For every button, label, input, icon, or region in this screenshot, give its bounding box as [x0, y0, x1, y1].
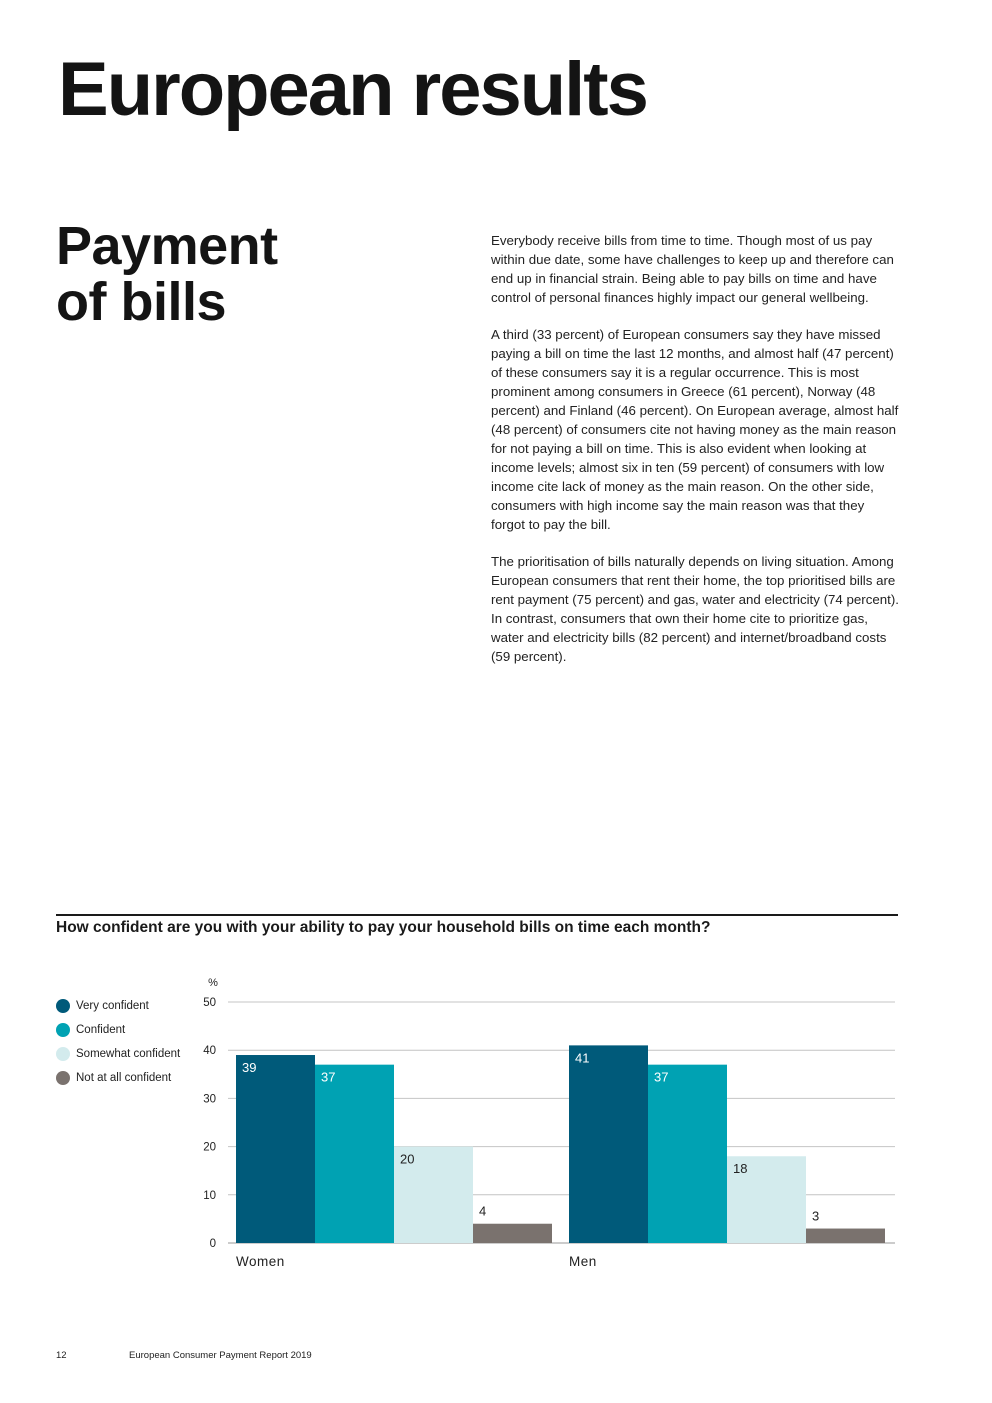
- legend-item: [56, 994, 180, 1018]
- legend-item: [56, 1066, 180, 1090]
- bar: [569, 1045, 648, 1243]
- bar: [648, 1065, 727, 1243]
- bar-value-label: 18: [733, 1161, 748, 1177]
- page-number: 12: [56, 1350, 67, 1361]
- legend-label: Not at all confident: [76, 1072, 172, 1084]
- legend-swatch: [56, 1023, 70, 1037]
- bar: [806, 1229, 885, 1243]
- legend-item: [56, 1042, 180, 1066]
- paragraph: Everybody receive bills from time to time. Though most of us pay within due date, some have challenges to keep up and therefore can end up in financial strain. Being able to pay bills on time and have control of personal finances highly impact our general wellbeing.: [491, 233, 894, 305]
- legend-label: Very confident: [76, 1000, 149, 1012]
- y-tick-label: 0: [209, 1238, 216, 1250]
- y-tick-label: 40: [203, 1045, 216, 1058]
- bar-value-label: 3: [812, 1208, 820, 1224]
- chart-title: How confident are you with your ability to pay your household bills on time each month?: [56, 919, 711, 936]
- y-axis-unit: %: [208, 977, 218, 989]
- bar-value-label: 41: [575, 1050, 590, 1066]
- y-tick-label: 50: [203, 997, 216, 1009]
- paragraph: A third (33 percent) of European consumers say they have missed paying a bill on time the last 12 months, and almost half (47 percent) of these consumers say it is a regular occurrence. This is most prominent among consumers in Greece (61 percent), Norway (48 percent) and Finland (46 percent). On European average, almost half (48 percent) of consumers cite not having money as the main reason for not paying a bill on time. This is also evident when looking at income levels; almost six in ten (59 percent) of consumers with low income cite lack of money as the main reason. On the other side, consumers with high income say the main reason was that they forgot to pay the bill.: [491, 327, 899, 532]
- bar: [236, 1055, 315, 1243]
- body-text: [491, 231, 901, 684]
- paragraph: The prioritisation of bills naturally depends on living situation. Among European consumers that rent their home, the top prioritised bills are rent payment (75 percent) and gas, water and electricity (74 percent). In contrast, consumers that own their home cite to prioritize gas, water and electricity bills (82 percent) and internet/broadband costs (59 percent).: [491, 554, 899, 664]
- x-category-label: Women: [236, 1254, 285, 1269]
- x-category-label: Men: [569, 1254, 597, 1269]
- legend-swatch: [56, 999, 70, 1013]
- bar-value-label: 20: [400, 1151, 415, 1167]
- bar-chart: [190, 970, 900, 1280]
- bar-value-label: 39: [242, 1060, 257, 1076]
- bar-value-label: 37: [321, 1069, 336, 1085]
- section-title: [56, 218, 278, 330]
- legend-swatch: [56, 1071, 70, 1085]
- section-title-line-2: of bills: [56, 272, 226, 332]
- bar-value-label: 37: [654, 1069, 669, 1085]
- legend-item: [56, 1018, 180, 1042]
- y-tick-label: 20: [203, 1141, 216, 1154]
- y-tick-label: 30: [203, 1093, 216, 1106]
- report-title: European Consumer Payment Report 2019: [129, 1350, 312, 1361]
- legend-label: Somewhat confident: [76, 1048, 181, 1060]
- legend-label: Confident: [76, 1024, 126, 1036]
- chart-divider: [56, 914, 898, 916]
- section-title-line-1: Payment: [56, 216, 278, 276]
- page-title: European results: [58, 47, 647, 132]
- y-tick-label: 10: [203, 1189, 216, 1202]
- bar-value-label: 4: [479, 1203, 487, 1219]
- chart-legend: [56, 994, 180, 1090]
- bar: [473, 1224, 552, 1243]
- legend-swatch: [56, 1047, 70, 1061]
- bar: [315, 1065, 394, 1243]
